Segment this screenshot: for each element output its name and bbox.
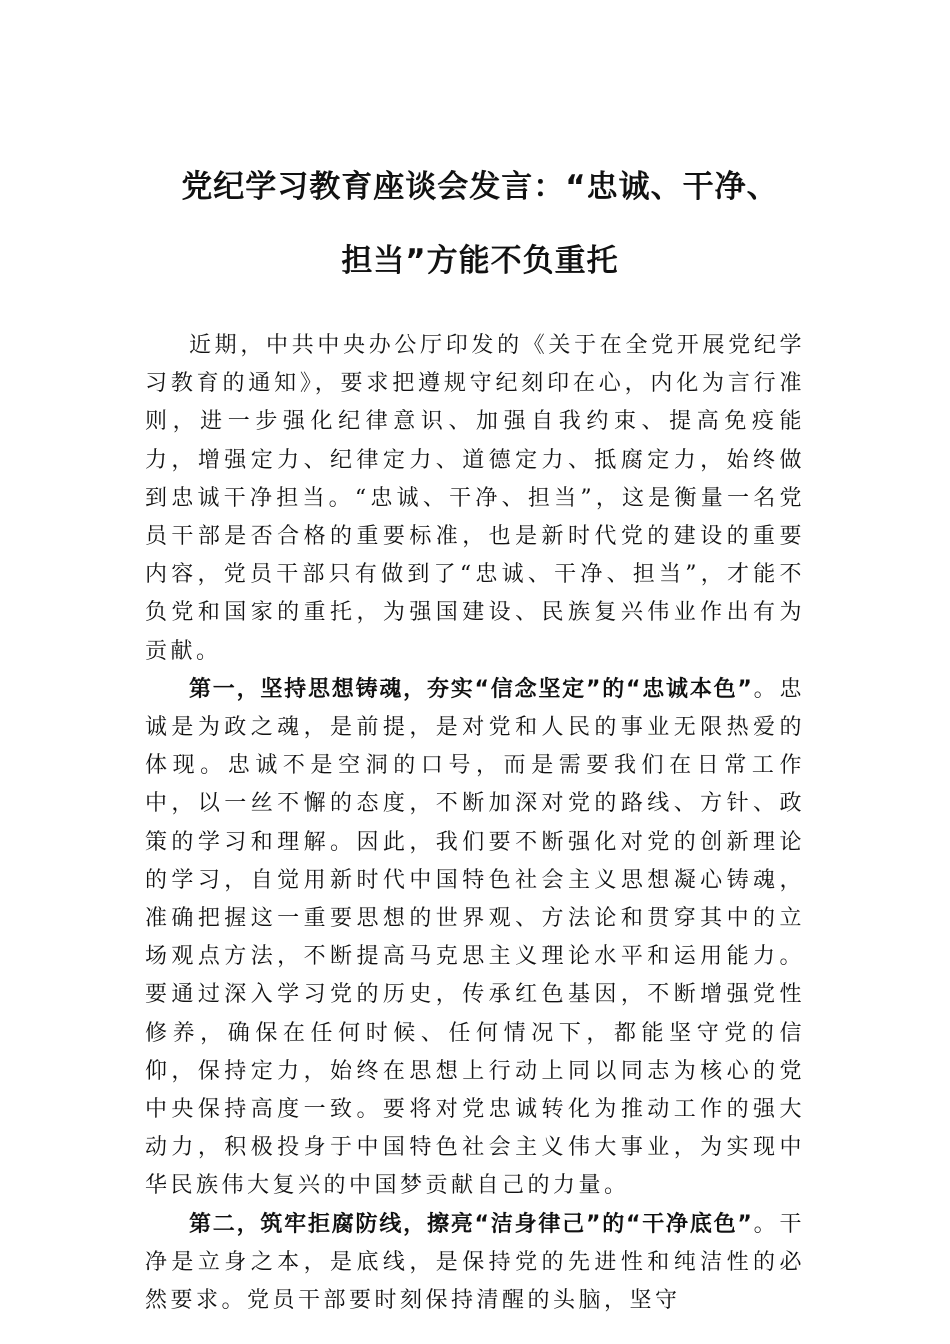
paragraph-text: 近期，中共中央办公厅印发的《关于在全党开展党纪学习教育的通知》，要求把遵规守纪刻印在心，内化为言行准则，进一步强化纪律意识、加强自我约束、提高免疫能力，增强定力、纪律定力、道德定力、抵腐定力，始终做到忠诚干净担当。“忠诚、干净、担当”，这是衡量一名党员干部是否合格的重要标准，也是新时代党的建设的重要内容，党员干部只有做到了“忠诚、干净、担当”，才能不负党和国家的重托，为强国建设、民族复兴伟业作出有为贡献。 (145, 333, 805, 664)
document-title (140, 150, 820, 298)
paragraph-lead-heading: 第二，筑牢拒腐防线，擦亮“洁身律己”的“干净底色” (189, 1211, 754, 1237)
paragraph-lead-heading: 第一，坚持思想铸魂，夯实“信念坚定”的“忠诚本色” (189, 676, 754, 702)
paragraph-first-point (145, 671, 805, 1206)
paragraph-second-point (145, 1206, 805, 1321)
title-line-2: 担当”方能不负重托 (341, 243, 619, 279)
document-body (145, 327, 805, 1320)
paragraph-text: 。忠诚是为政之魂，是前提，是对党和人民的事业无限热爱的体现。忠诚不是空洞的口号，而是需要我们在日常工作中，以一丝不懈的态度，不断加深对党的路线、方针、政策的学习和理解。因此，我们要不断强化对党的创新理论的学习，自觉用新时代中国特色社会主义思想凝心铸魂，准确把握这一重要思想的世界观、方法论和贯穿其中的立场观点方法，不断提高马克思主义理论水平和运用能力。要通过深入学习党的历史，传承红色基因，不断增强党性修养，确保在任何时候、任何情况下，都能坚守党的信仰，保持定力，始终在思想上行动上同以同志为核心的党中央保持高度一致。要将对党忠诚转化为推动工作的强大动力，积极投身于中国特色社会主义伟大事业，为实现中华民族伟大复兴的中国梦贡献自己的力量。 (145, 676, 805, 1199)
paragraph-intro (145, 327, 805, 671)
paragraph-text: 。干净是立身之本，是底线，是保持党的先进性和纯洁性的必然要求。党员干部要时刻保持清醒的头脑，坚守 (145, 1211, 805, 1314)
title-line-1: 党纪学习教育座谈会发言：“忠诚、干净、 (181, 169, 779, 205)
